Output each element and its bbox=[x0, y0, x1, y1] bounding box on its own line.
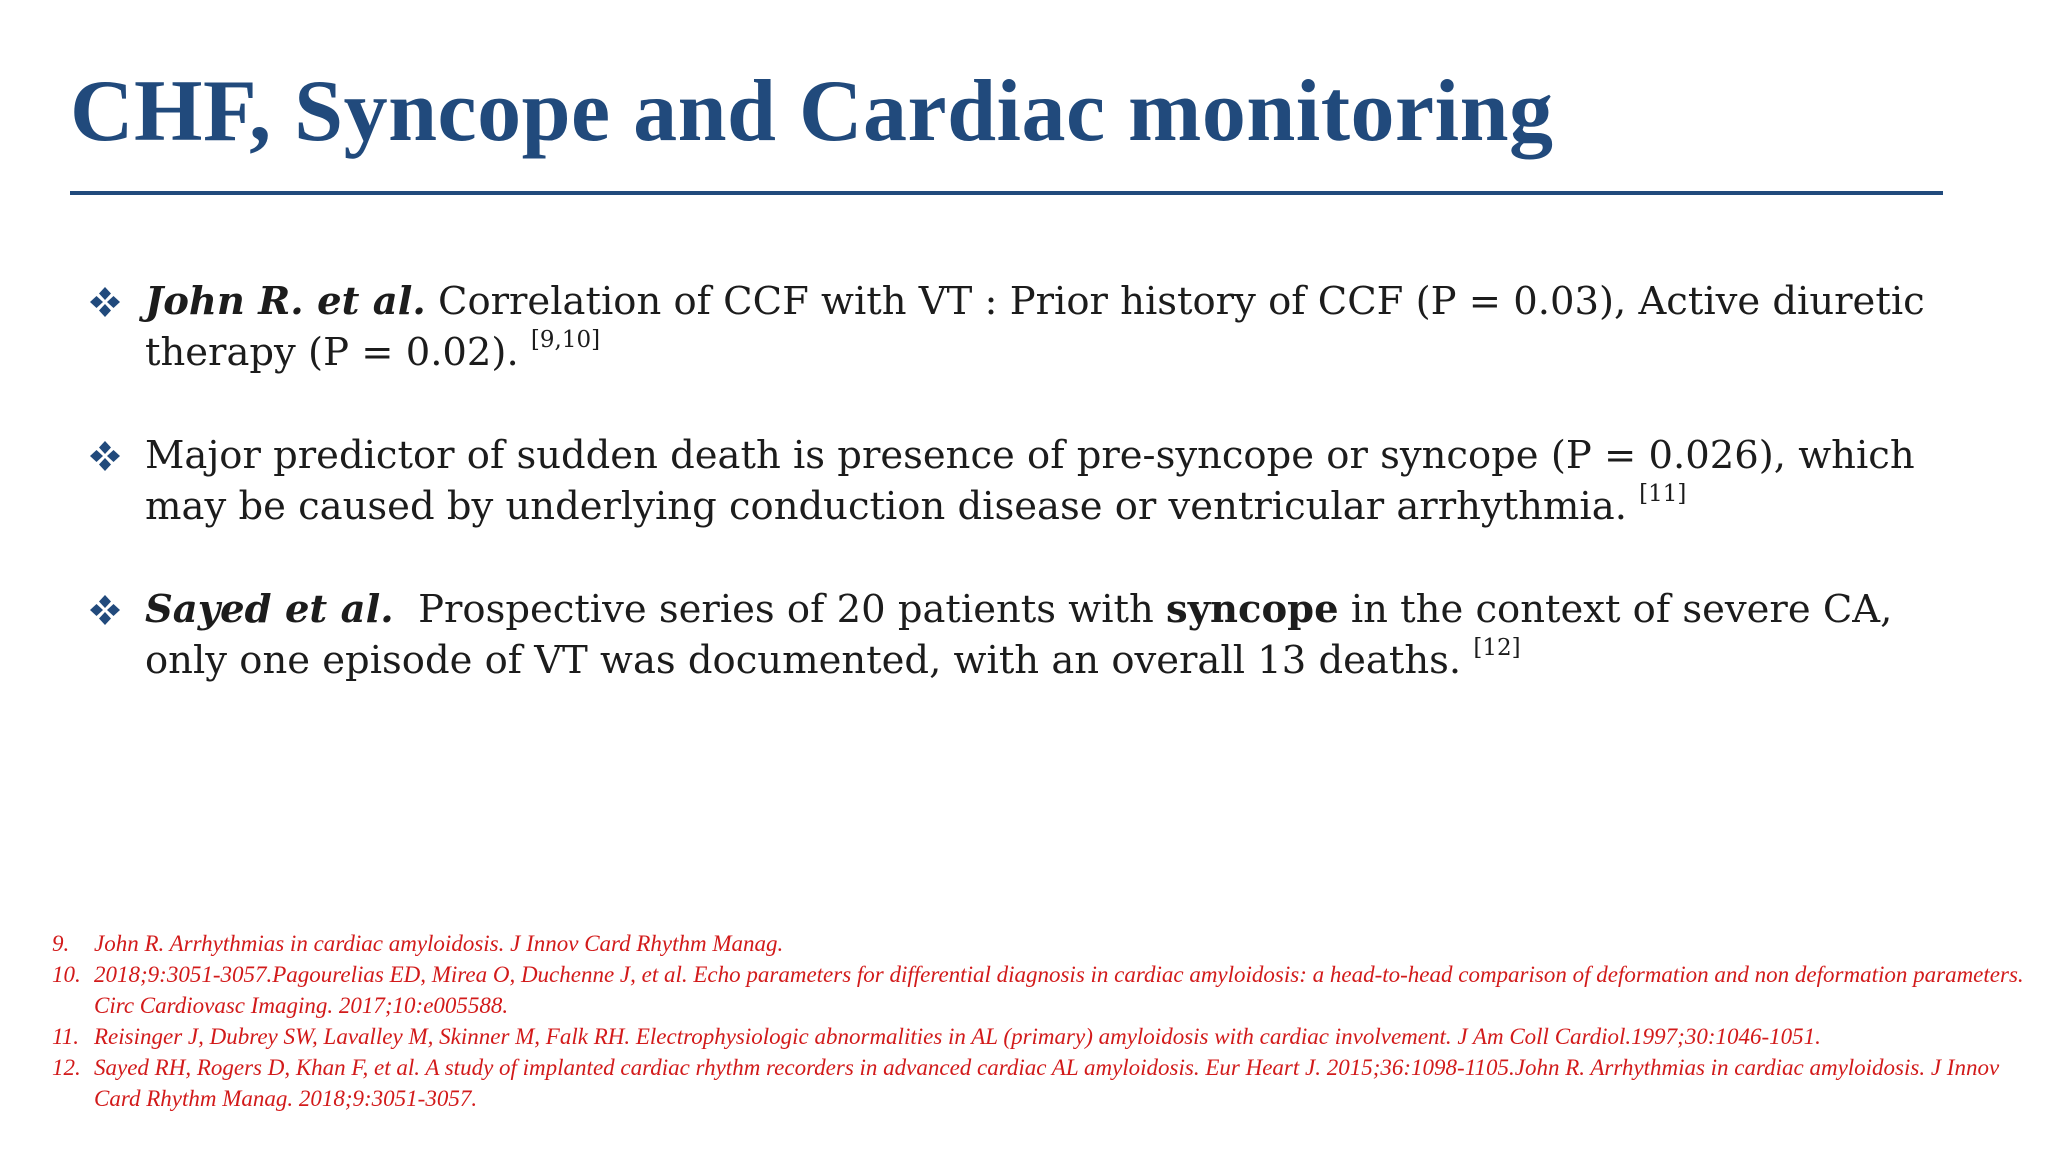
four-diamond-bullet-icon bbox=[88, 285, 122, 319]
bullet-body: Major predictor of sudden death is presence of pre-syncope or syncope (P = 0.026), which may be caused by underlying conduction disease or ventricular arrhythmia. bbox=[145, 433, 1915, 529]
references-list bbox=[52, 928, 2042, 1114]
reference-number: 10. bbox=[52, 962, 81, 987]
bullet-item bbox=[88, 584, 1948, 686]
four-diamond-bullet-icon bbox=[88, 439, 122, 473]
reference-item bbox=[52, 959, 2042, 1021]
bullet-list bbox=[88, 276, 1948, 738]
bullet-text bbox=[145, 584, 1945, 686]
bullet-body: Prospective series of 20 patients with bbox=[393, 587, 1167, 632]
bullet-text bbox=[145, 430, 1945, 532]
reference-text: Sayed RH, Rogers D, Khan F, et al. A study of implanted cardiac rhythm recorders in advanced cardiac AL amyloidosis. Eur Heart J. 2015;36:1098-1105.John R. Arrhythmias in cardiac amyloidosis. J Innov Card Rhythm Manag. 2018;9:3051-3057. bbox=[94, 1055, 2000, 1111]
reference-item bbox=[52, 928, 2042, 959]
emphasis-syncope: syncope bbox=[1166, 587, 1339, 632]
citation: [9,10] bbox=[530, 327, 601, 353]
bullet-item bbox=[88, 430, 1948, 532]
author-lead: Sayed et al. bbox=[145, 587, 394, 632]
slide-title: CHF, Syncope and Cardiac monitoring bbox=[70, 63, 1554, 160]
bullet-body: Correlation of CCF with VT : Prior history of CCF (P = 0.03), Active diuretic therapy (P = 0.02). bbox=[145, 279, 1925, 375]
reference-number: 11. bbox=[52, 1024, 80, 1049]
reference-item bbox=[52, 1021, 2042, 1052]
citation: [11] bbox=[1639, 481, 1687, 507]
bullet-text bbox=[145, 276, 1945, 378]
bullet-item bbox=[88, 276, 1948, 378]
reference-text: 2018;9:3051-3057.Pagourelias ED, Mirea O, Duchenne J, et al. Echo parameters for differential diagnosis in cardiac amyloidosis: a head-to-head comparison of deformation and non deformation parameters. Circ Cardiovasc Imaging. 2017;10:e005588. bbox=[94, 962, 2024, 1018]
bullet-body: in the context of severe CA, only one episode of VT was documented, with an overall 13 deaths. bbox=[145, 587, 1893, 683]
reference-number: 12. bbox=[52, 1055, 81, 1080]
reference-text: John R. Arrhythmias in cardiac amyloidosis. J Innov Card Rhythm Manag. bbox=[94, 931, 784, 956]
four-diamond-bullet-icon bbox=[88, 593, 122, 627]
reference-number: 9. bbox=[52, 931, 70, 956]
author-lead: John R. et al. bbox=[145, 279, 426, 324]
reference-item bbox=[52, 1052, 2042, 1114]
reference-text: Reisinger J, Dubrey SW, Lavalley M, Skinner M, Falk RH. Electrophysiologic abnormalities in AL (primary) amyloidosis with cardiac involvement. J Am Coll Cardiol.1997;30:1046-1051. bbox=[94, 1024, 1821, 1049]
citation: [12] bbox=[1473, 635, 1521, 661]
title-divider bbox=[70, 191, 1943, 195]
